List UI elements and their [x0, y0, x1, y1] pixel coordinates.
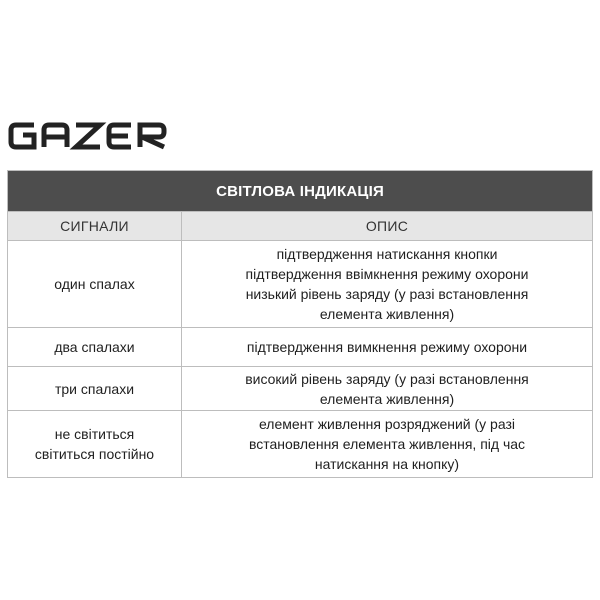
table-title: СВІТЛОВА ІНДИКАЦІЯ [8, 171, 592, 211]
signal-text: два спалахи [54, 339, 135, 355]
signal-text: три спалахи [54, 380, 135, 397]
header-description: ОПИС [365, 218, 409, 234]
signal-cell [8, 367, 182, 410]
description-line: низький рівень заряду (у разі встановлення [245, 286, 529, 302]
gazer-logo-mark [8, 119, 168, 153]
table-row [8, 410, 592, 477]
table-row [8, 327, 592, 366]
description-line: натискання на кнопку) [314, 456, 460, 472]
description-line: високий рівень заряду (у разі встановлення [245, 370, 529, 387]
table-row [8, 366, 592, 410]
description-cell [182, 367, 592, 410]
gazer-logo [8, 119, 168, 153]
table-row [8, 240, 592, 327]
table-header-row [8, 211, 592, 240]
description-line: підтвердження вимкнення режиму охорони [246, 339, 528, 355]
description-line: елемент живлення розряджений (у разі [258, 416, 516, 432]
description-line: елемента живлення) [319, 306, 455, 322]
description-cell [182, 411, 592, 477]
description-cell [182, 241, 592, 327]
description-line: встановлення елемента живлення, під час [248, 436, 526, 452]
signal-text: не світиться [54, 426, 135, 442]
description-line: підтвердження натискання кнопки [276, 246, 498, 262]
header-signals: СИГНАЛИ [8, 212, 182, 240]
description-line: елемента живлення) [319, 390, 455, 407]
description-cell [182, 328, 592, 366]
light-indication-table [7, 170, 593, 478]
signal-cell [8, 411, 182, 477]
signal-text: один спалах [54, 276, 135, 292]
signal-cell [8, 328, 182, 366]
signal-cell [8, 241, 182, 327]
description-line: підтвердження ввімкнення режиму охорони [245, 266, 529, 282]
signal-text: світиться постійно [34, 446, 155, 462]
